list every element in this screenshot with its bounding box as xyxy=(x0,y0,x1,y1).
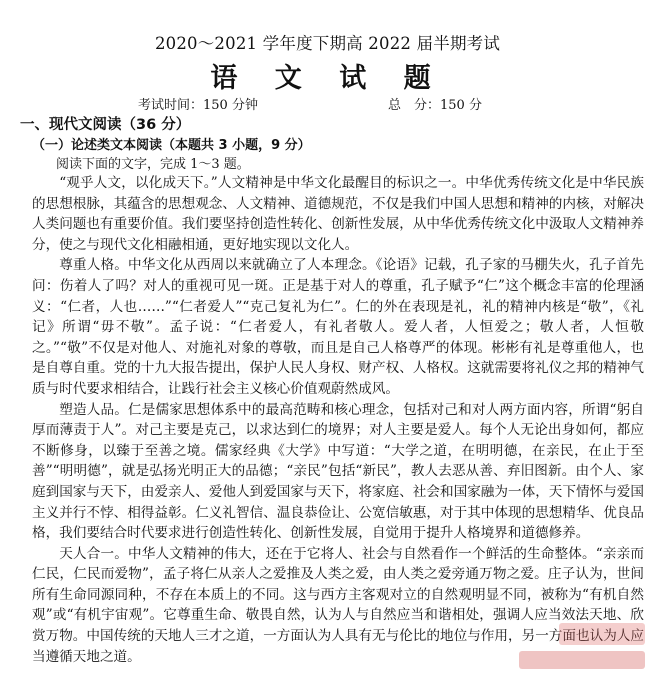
subject-title: 语 文 试 题 xyxy=(210,63,445,94)
total-score: 总 分：150 分 xyxy=(388,98,482,113)
reading-passage xyxy=(32,173,644,667)
section-heading: 一、现代文阅读（36 分） xyxy=(20,117,191,133)
reading-instruction: 阅读下面的文字，完成 1～3 题。 xyxy=(56,157,250,172)
passage-paragraph-4: 天人合一。中华人文精神的伟大，还在于它将人、社会与自然看作一个鲜活的生命整体。“亲亲而仁民，仁民而爱物”，孟子将仁从亲人之爱推及人类之爱，由人类之爱旁通万物之爱。庄子认为，世间所有生命同源同种，不存在本质上的不同。这与西方主客观对立的自然观明显不同，被称为“有机自然观”或“有机宇宙观”。它尊重生命、敬畏自然，认为人与自然应当和谐相处，强调人应当效法天地、欣赏万物。中国传统的天地人三才之道，一方面认为人具有无与伦比的地位与作用，另一方面也认为人应当遵循天地之道。 xyxy=(32,545,644,665)
exam-time: 考试时间：150 分钟 xyxy=(138,98,258,113)
subsection-heading: （一）论述类文本阅读（本题共 3 小题，9 分） xyxy=(32,138,311,153)
passage-paragraph-2: 尊重人格。中华文化从西周以来就确立了人本理念。《论语》记载，孔子家的马棚失火，孔子首先问：伤着人了吗？对人的重视可见一斑。正是基于对人的尊重，孔子赋予“仁”这个概念丰富的伦理涵义：“仁者，人也……”“仁者爱人”“克己复礼为仁”。仁的外在表现是礼，礼的精神内核是“敬”，《礼记》所谓“毋不敬”。孟子说：“仁者爱人，有礼者敬人。爱人者，人恒爱之；敬人者，人恒敬之。”“敬”不仅是对他人、对施礼对象的尊敬，而且是自己人格尊严的体现。彬彬有礼是尊重他人，也是自尊自重。党的十九大报告提出，保护人民人身权、财产权、人格权。这就需要将礼仪之邦的精神气质与时代要求相结合，让践行社会主义核心价值观蔚然成风。 xyxy=(32,257,644,397)
passage-paragraph-1: “观乎人文，以化成天下。”人文精神是中华文化最醒目的标识之一。中华优秀传统文化是中华民族的思想根脉，其蕴含的思想观念、人文精神、道德规范，不仅是我们中国人思想和精神的内核，对解决人类问题也有重要价值。我们要坚持创造性转化、创新性发展，从中华优秀传统文化中汲取人文精神养分，使之与现代文化相融相通，更好地实现以文化人。 xyxy=(32,175,644,253)
exam-title: 2020～2021 学年度下期高 2022 届半期考试 xyxy=(154,34,501,53)
passage-paragraph-3: 塑造人品。仁是儒家思想体系中的最高范畴和核心理念，包括对己和对人两方面内容，所谓“躬自厚而薄责于人”。对己主要是克己，以求达到仁的境界；对人主要是爱人。每个人无论出身如何，都应不断修身，以臻于至善之境。儒家经典《大学》中写道：“大学之道，在明明德，在亲民，在止于至善”“明明德”，就是弘扬光明正大的品德；“亲民”包括“新民”，教人去恶从善、弃旧图新。由个人、家庭到国家与天下，由爱亲人、爱他人到爱国家与天下，将家庭、社会和国家融为一体，天下情怀与爱国主义并行不悖、相得益彰。仁义礼智信、温良恭俭让、公宽信敏惠，对于其中体现的思想精华、优良品格，我们要结合时代要求进行创造性转化、创新性发展，自觉用于提升人格境界和道德修养。 xyxy=(32,401,644,542)
